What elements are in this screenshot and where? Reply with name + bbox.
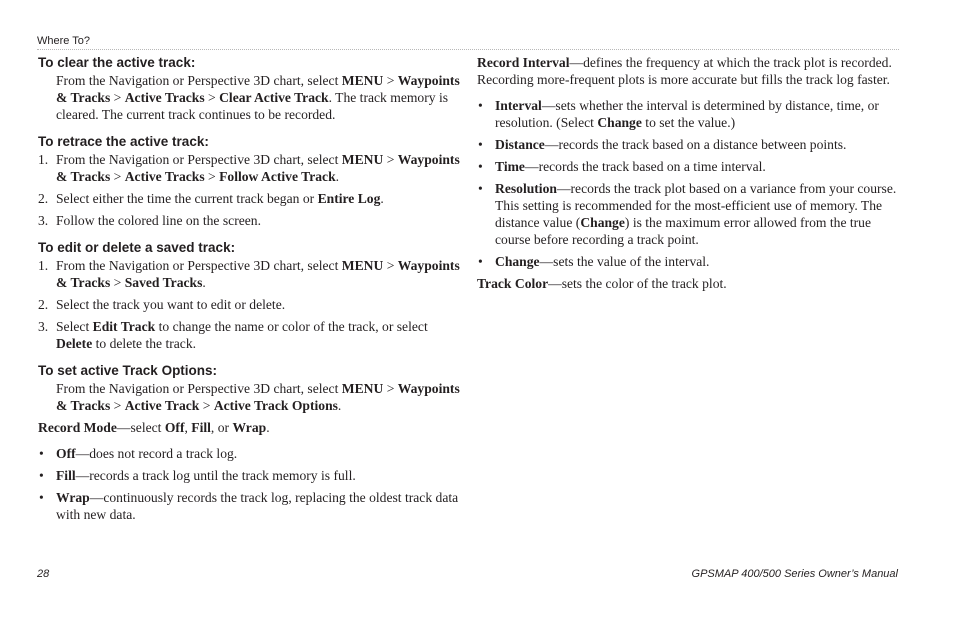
- left-column: [38, 54, 460, 523]
- manual-title: GPSMAP 400/500 Series Owner’s Manual: [691, 568, 898, 580]
- bullet-interval: • Interval—sets whether the interval is determined by distance, time, or resolution. (Select Change to set the value.): [478, 98, 879, 130]
- running-header: Where To?: [37, 35, 90, 47]
- retrace-step-2: 2. Select either the time the current track began or Entire Log.: [38, 191, 384, 206]
- heading-track-options: To set active Track Options:: [38, 363, 218, 378]
- bullet-resolution: • Resolution—records the track plot based on a variance from your course. This setting is recommended for the most-efficient use of memory. The distance value (Change) is the maximum error allowed from the true course before recording a track point.: [478, 181, 897, 247]
- heading-clear-track: To clear the active track:: [38, 55, 196, 70]
- bullet-distance: • Distance—records the track based on a distance between points.: [478, 137, 847, 152]
- bullet-marker: •: [39, 446, 44, 461]
- bullet-marker: •: [39, 468, 44, 483]
- right-column: [477, 54, 899, 292]
- bullet-marker: •: [478, 159, 483, 174]
- bullet-marker: •: [478, 137, 483, 152]
- header-divider: [37, 49, 899, 50]
- record-mode-paragraph: Record Mode—select Off, Fill, or Wrap.: [38, 420, 270, 435]
- bullet-time: • Time—records the track based on a time interval.: [478, 159, 766, 174]
- bullet-marker: •: [39, 490, 44, 505]
- bullet-marker: •: [478, 181, 483, 196]
- track-options-instructions: From the Navigation or Perspective 3D chart, select MENU > Waypoints & Tracks > Active Track > Active Track Options.: [56, 381, 460, 413]
- page-number: 28: [37, 568, 50, 580]
- bullet-marker: •: [478, 254, 483, 269]
- bullet-off: • Off—does not record a track log.: [39, 446, 238, 461]
- heading-retrace-track: To retrace the active track:: [38, 134, 209, 149]
- bullet-change: • Change—sets the value of the interval.: [478, 254, 710, 269]
- bullet-fill: • Fill—records a track log until the track memory is full.: [39, 468, 356, 483]
- clear-track-instructions: From the Navigation or Perspective 3D chart, select MENU > Waypoints & Tracks > Active Tracks > Clear Active Track. The track memory is cleared. The current track continues to be recorded.: [56, 73, 460, 122]
- edit-step-1: 1. From the Navigation or Perspective 3D chart, select MENU > Waypoints & Tracks > Saved Tracks.: [38, 258, 460, 290]
- track-color-paragraph: Track Color—sets the color of the track plot.: [477, 276, 727, 291]
- bullet-marker: •: [478, 98, 483, 113]
- retrace-step-3: 3. Follow the colored line on the screen.: [38, 213, 261, 228]
- edit-step-2: 2. Select the track you want to edit or delete.: [38, 297, 286, 312]
- edit-step-3: 3. Select Edit Track to change the name or color of the track, or select Delete to delete the track.: [38, 319, 428, 351]
- heading-edit-track: To edit or delete a saved track:: [38, 240, 236, 255]
- retrace-step-1: 1. From the Navigation or Perspective 3D chart, select MENU > Waypoints & Tracks > Active Tracks > Follow Active Track.: [38, 152, 460, 184]
- record-interval-paragraph: Record Interval—defines the frequency at which the track plot is recorded. Recording more-frequent plots is more accurate but fills the track log faster.: [477, 55, 892, 87]
- bullet-wrap: • Wrap—continuously records the track log, replacing the oldest track data with new data.: [39, 490, 459, 522]
